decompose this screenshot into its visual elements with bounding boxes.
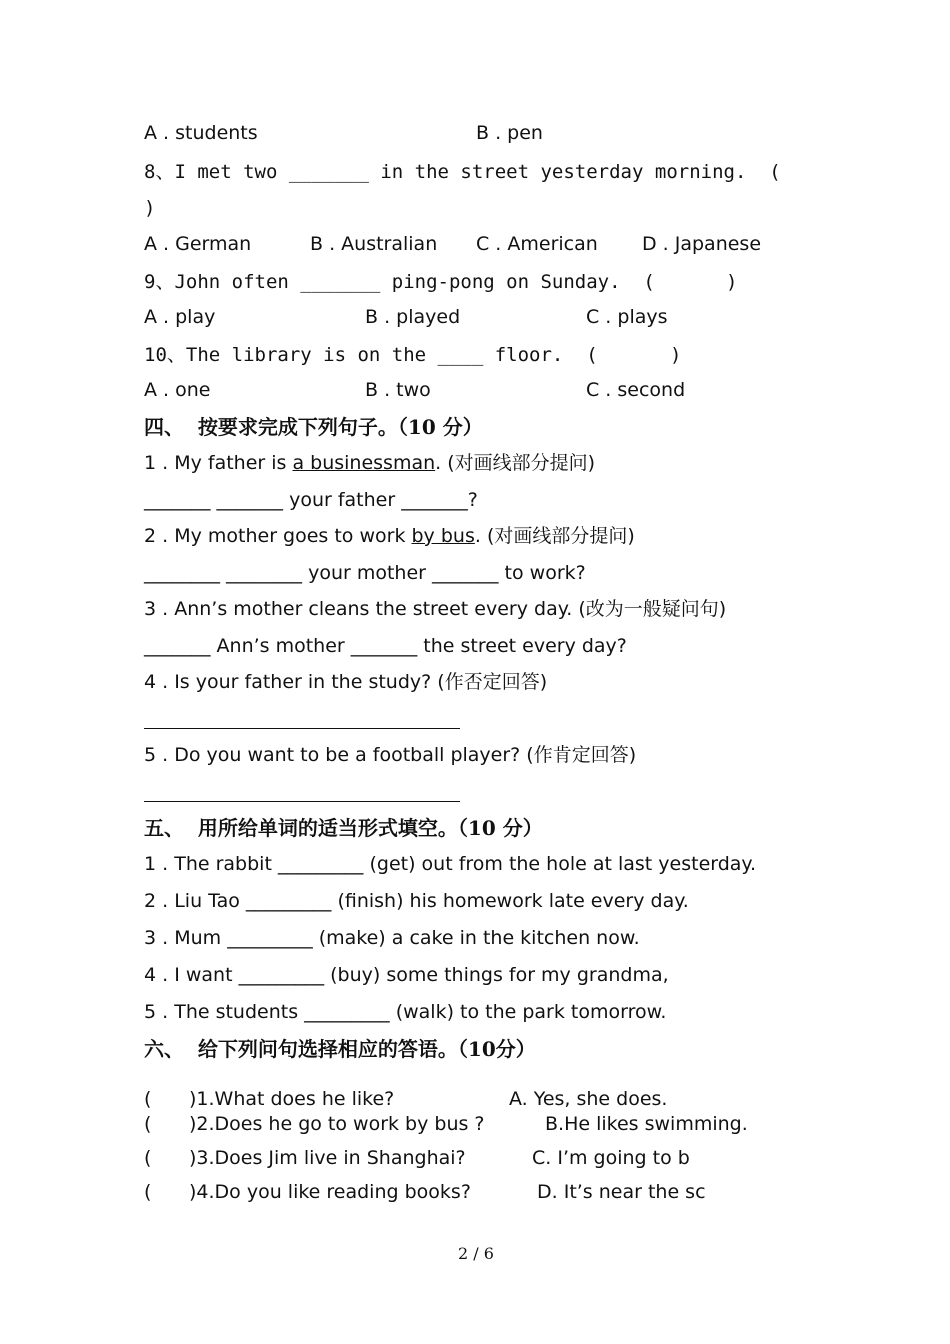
q10-option-c: C . second: [586, 379, 686, 401]
s6-row-2-paren: (: [144, 1113, 152, 1135]
s4-item-1-pre: 1 . My father is: [144, 452, 293, 474]
s4-item-4-answer-line: [144, 728, 460, 729]
s6-row-4-paren: (: [144, 1181, 152, 1203]
s6-row-4-answer: D. It’s near the sc: [537, 1181, 706, 1203]
s6-row-2-question: )2.Does he go to work by bus ?: [189, 1113, 485, 1135]
s4-item-3-answer: _______ Ann’s mother _______ the street every day?: [144, 635, 627, 657]
section5-title: 五、 用所给单词的适当形式填空。（10 分）: [144, 816, 543, 840]
s5-item-2: 2 . Liu Tao _________ (finish) his homework late every day.: [144, 890, 689, 912]
s4-item-5: 5 . Do you want to be a football player? (作肯定回答): [144, 744, 637, 766]
s4-item-1: [144, 451, 595, 475]
s4-item-4: 4 . Is your father in the study? (作否定回答): [144, 671, 548, 693]
s4-item-2-pre: 2 . My mother goes to work: [144, 525, 412, 547]
s6-row-3-question: )3.Does Jim live in Shanghai?: [189, 1147, 466, 1169]
s5-item-1: 1 . The rabbit _________ (get) out from the hole at last yesterday.: [144, 853, 757, 875]
q7-option-a: A . students: [144, 122, 258, 144]
s5-item-3: 3 . Mum _________ (make) a cake in the kitchen now.: [144, 927, 640, 949]
s4-item-2: [144, 524, 635, 548]
s6-row-1-paren: (: [144, 1088, 152, 1110]
page-number: 2 / 6: [458, 1244, 494, 1263]
q8-text: 8、I met two _______ in the street yesterday morning. (: [144, 161, 781, 183]
q9-text: 9、John often _______ ping-pong on Sunday. (: [144, 271, 655, 293]
s6-row-4-question: )4.Do you like reading books?: [189, 1181, 471, 1203]
s5-item-5: 5 . The students _________ (walk) to the park tomorrow.: [144, 1001, 667, 1023]
s6-row-1-question: )1.What does he like?: [189, 1088, 395, 1110]
s6-row-3-answer: C. I’m going to b: [532, 1147, 690, 1169]
q8-close-paren: ): [144, 197, 156, 219]
q7-option-b: B . pen: [476, 122, 543, 144]
section4-title: 四、 按要求完成下列句子。（10 分）: [144, 415, 483, 439]
s4-item-1-answer: _______ _______ your father _______?: [144, 489, 478, 511]
q10-option-b: B . two: [365, 379, 431, 401]
q9-option-c: C . plays: [586, 306, 668, 328]
section6-title: 六、 给下列问句选择相应的答语。（10分）: [144, 1037, 536, 1061]
s6-row-1-answer: A. Yes, she does.: [509, 1088, 668, 1110]
s4-item-1-post: . (对画线部分提问): [435, 452, 596, 474]
q8-option-c: C . American: [476, 233, 598, 255]
q9-close-paren: ): [726, 271, 738, 293]
s4-item-5-answer-line: [144, 801, 460, 802]
s5-item-4: 4 . I want _________ (buy) some things for my grandma,: [144, 964, 669, 986]
q9-option-a: A . play: [144, 306, 216, 328]
q9-option-b: B . played: [365, 306, 461, 328]
s4-item-2-post: . (对画线部分提问): [474, 525, 635, 547]
q10-text: 10、The library is on the ____ floor. (: [144, 344, 598, 366]
s6-row-3-paren: (: [144, 1147, 152, 1169]
q8-option-a: A . German: [144, 233, 252, 255]
q10-close-paren: ): [670, 344, 682, 366]
s6-row-2-answer: B.He likes swimming.: [545, 1113, 748, 1135]
q8-option-d: D . Japanese: [642, 233, 762, 255]
q10-option-a: A . one: [144, 379, 211, 401]
s4-item-1-underlined: a businessman: [292, 452, 436, 474]
s4-item-2-underlined: by bus: [411, 525, 475, 547]
s4-item-2-answer: ________ ________ your mother _______ to work?: [144, 562, 586, 584]
s4-item-3: 3 . Ann’s mother cleans the street every day. (改为一般疑问句): [144, 598, 727, 620]
q8-option-b: B . Australian: [310, 233, 438, 255]
